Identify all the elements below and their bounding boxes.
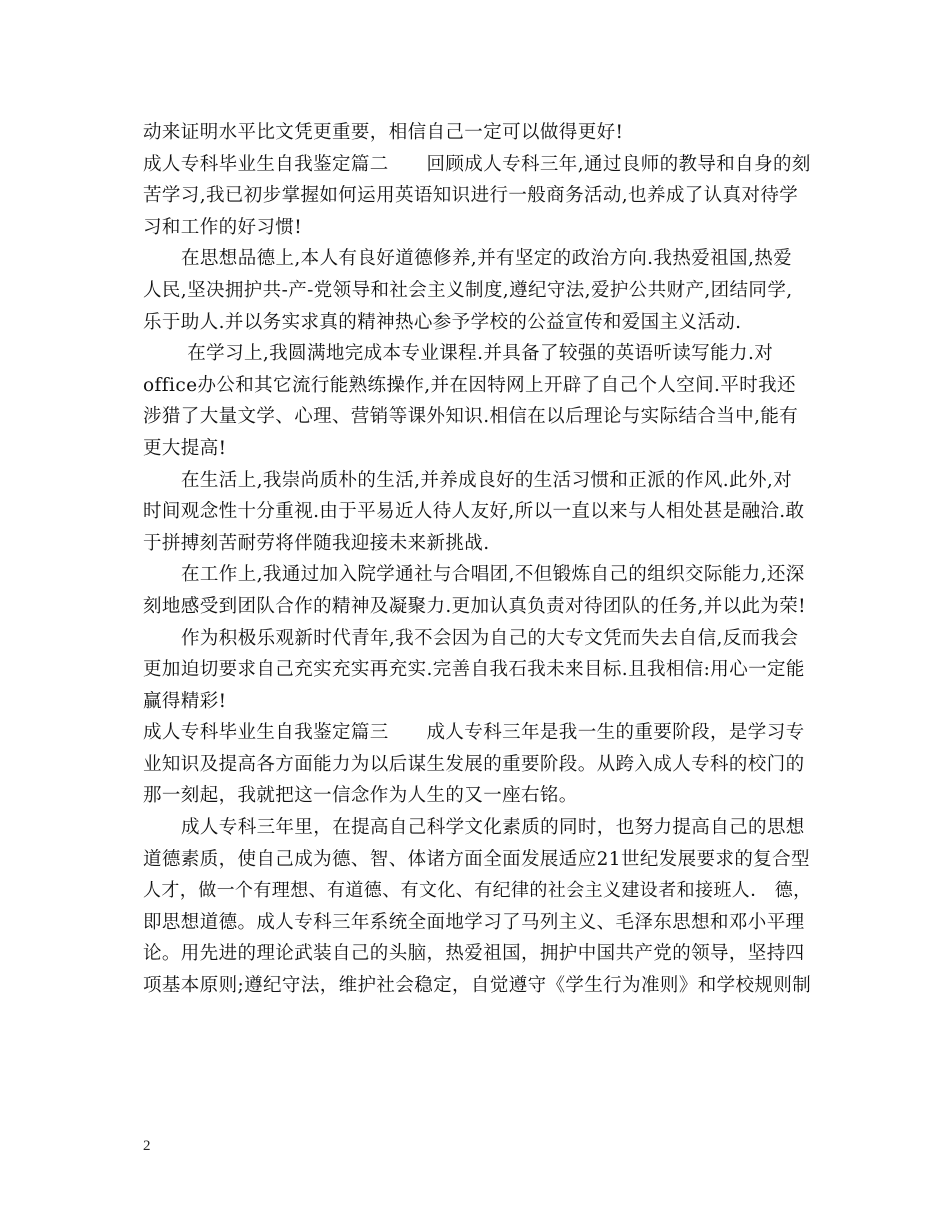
text-line: 作为积极乐观新时代青年,我不会因为自己的大专文凭而失去自信,反而我会 bbox=[181, 627, 799, 649]
text-line: 在生活上,我崇尚质朴的生活,并养成良好的生活习惯和正派的作风.此外,对 bbox=[181, 469, 793, 491]
text-line: 那一刻起，我就把这一信念作为人生的又一座右铭。 bbox=[143, 785, 578, 807]
text-line: 更加迫切要求自己充实充实再充实.完善自我石我未来目标.且我相信:用心一定能 bbox=[143, 659, 805, 681]
text-line: 苦学习,我已初步掌握如何运用英语知识进行一般商务活动,也养成了认真对待学 bbox=[143, 185, 799, 207]
text-line: office办公和其它流行能熟练操作,并在因特网上开辟了自己个人空间.平时我还 bbox=[143, 374, 796, 396]
text-line: 即思想道德。成人专科三年系统全面地学习了马列主义、毛泽东思想和邓小平理 bbox=[143, 911, 805, 933]
text-line: 人才，做一个有理想、有道德、有文化、有纪律的社会主义建设者和接班人． 德， bbox=[143, 880, 812, 902]
document-body bbox=[143, 117, 815, 1002]
text-line: 在学习上,我圆满地完成本专业课程.并具备了较强的英语听读写能力.对 bbox=[181, 343, 774, 365]
text-line: 人民,坚决拥护共-产-党领导和社会主义制度,遵纪守法,爱护公共财产,团结同学, bbox=[143, 279, 793, 301]
text-line: 道德素质，使自己成为德、智、体诸方面全面发展适应21世纪发展要求的复合型 bbox=[143, 848, 810, 870]
text-line: 在思想品德上,本人有良好道德修养,并有坚定的政治方向.我热爱祖国,热爱 bbox=[181, 248, 793, 270]
page-number: 2 bbox=[143, 1138, 151, 1154]
text-line: 成人专科毕业生自我鉴定篇三 成人专科三年是我一生的重要阶段，是学习专 bbox=[143, 722, 805, 744]
text-line: 更大提高! bbox=[143, 437, 227, 459]
text-line: 时间观念性十分重视.由于平易近人待人友好,所以一直以来与人相处甚是融洽.敢 bbox=[143, 501, 805, 523]
text-line: 涉猎了大量文学、心理、营销等课外知识.相信在以后理论与实际结合当中,能有 bbox=[143, 406, 799, 428]
text-line: 赢得精彩! bbox=[143, 690, 227, 712]
text-line: 刻地感受到团队合作的精神及凝聚力.更加认真负责对待团队的任务,并以此为荣! bbox=[143, 595, 806, 617]
text-line: 在工作上,我通过加入院学通社与合唱团,不但锻炼自己的组织交际能力,还深 bbox=[181, 564, 805, 586]
text-line: 成人专科三年里，在提高自己科学文化素质的同时，也努力提高自己的思想 bbox=[181, 817, 805, 839]
text-line: 习和工作的好习惯! bbox=[143, 216, 303, 238]
text-line: 论。用先进的理论武装自己的头脑，热爱祖国，拥护中国共产党的领导，坚持四 bbox=[143, 943, 805, 965]
text-line: 乐于助人.并以务实求真的精神热心参予学校的公益宣传和爱国主义活动. bbox=[143, 311, 742, 333]
text-line: 项基本原则;遵纪守法，维护社会稳定，自觉遵守《学生行为准则》和学校规则制 bbox=[143, 975, 812, 997]
text-line: 业知识及提高各方面能力为以后谋生发展的重要阶段。从跨入成人专科的校门的 bbox=[143, 753, 805, 775]
text-line: 于拼搏刻苦耐劳将伴随我迎接未来新挑战. bbox=[143, 532, 490, 554]
text-line: 成人专科毕业生自我鉴定篇二 回顾成人专科三年,通过良师的教导和自身的刻 bbox=[143, 153, 811, 175]
text-line: 动来证明水平比文凭更重要，相信自己一定可以做得更好! bbox=[143, 122, 624, 143]
